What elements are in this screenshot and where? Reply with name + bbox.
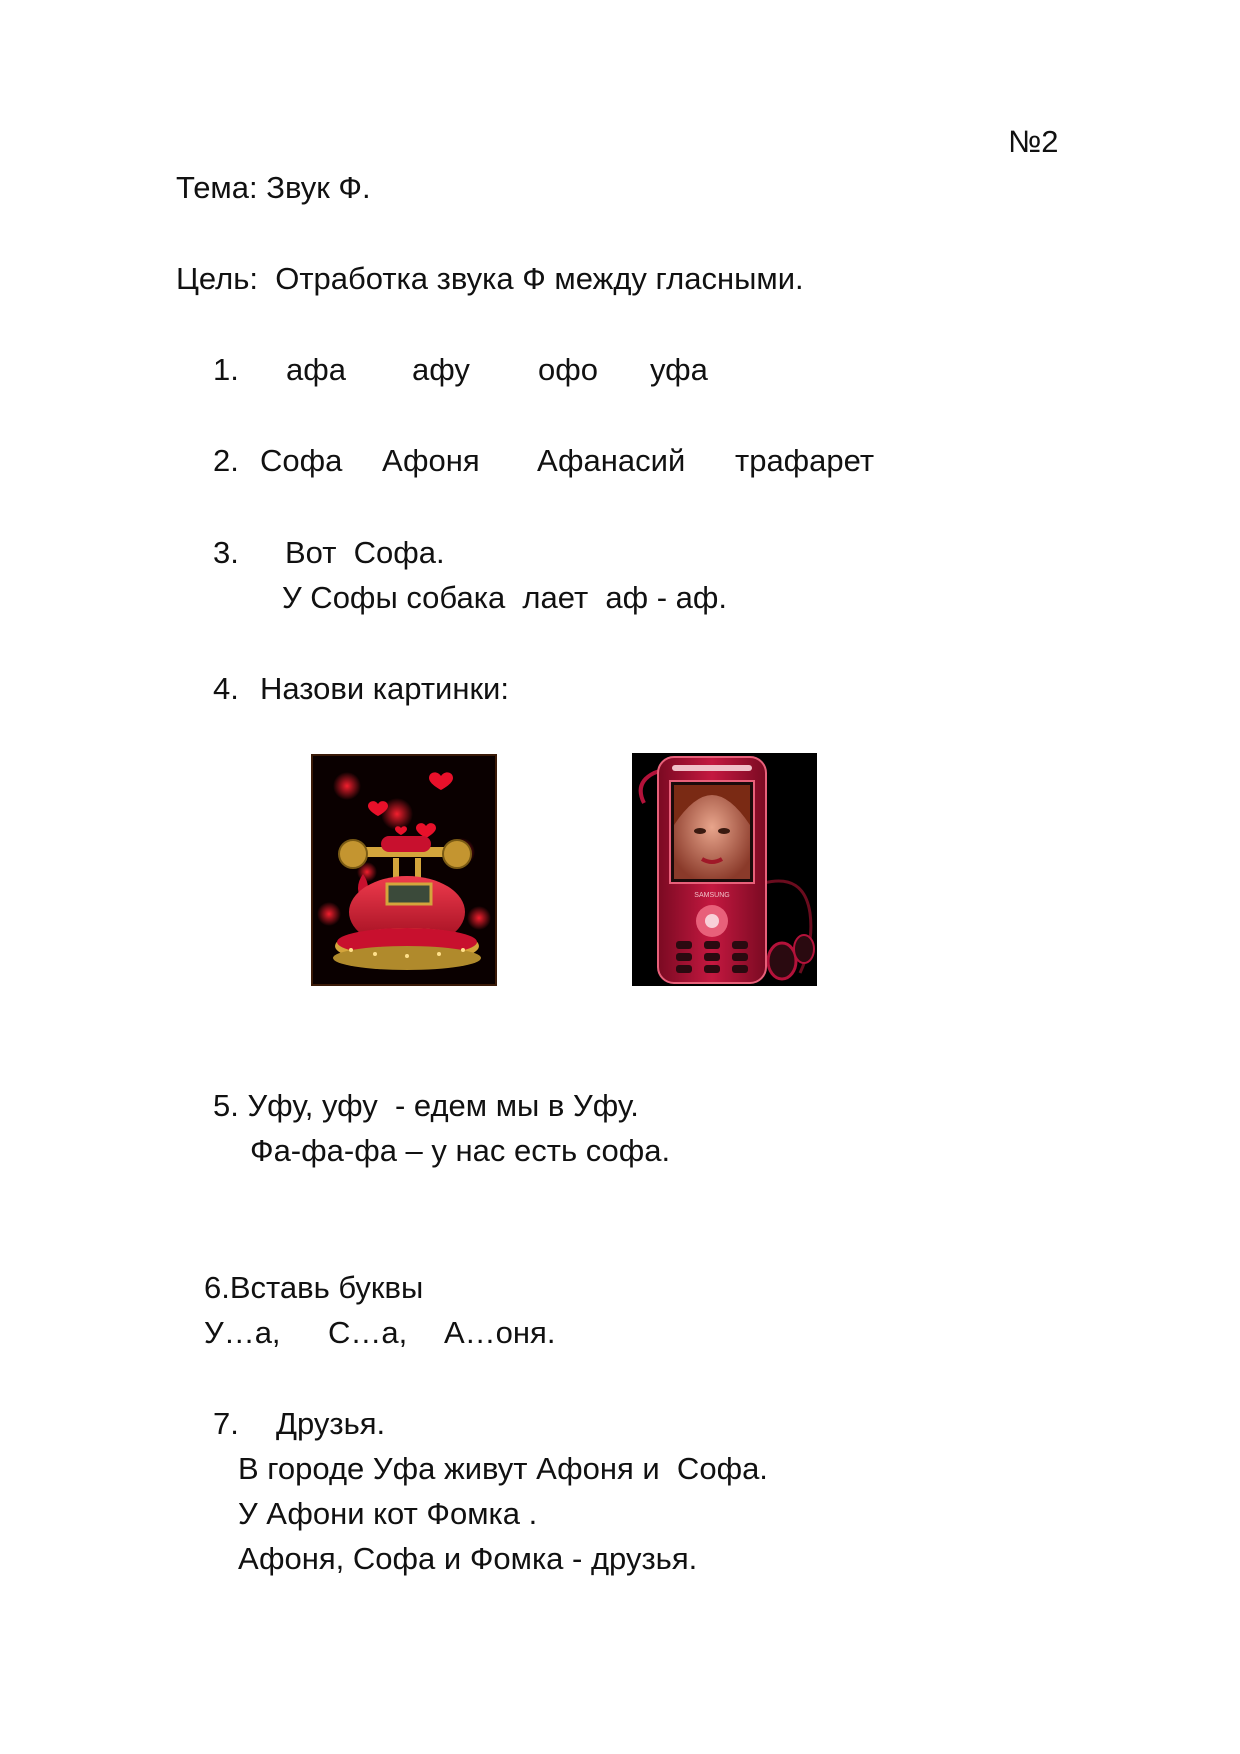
ex1-word: афа (286, 352, 346, 387)
goal-line: Цель: Отработка звука Ф между гласными. (176, 261, 804, 296)
ex7-title: Друзья. (276, 1406, 386, 1441)
ex1-word: офо (538, 352, 598, 387)
ex6-word: А…оня. (444, 1315, 556, 1350)
ex3-line-1: Вот Софа. (285, 535, 445, 570)
ex7-line: Афоня, Софа и Фомка - друзья. (238, 1541, 698, 1576)
ex3-line-2: У Софы собака лает аф - аф. (282, 580, 728, 615)
ex3-number: 3. (213, 535, 239, 570)
ex1-word: уфа (650, 352, 708, 387)
ex4-number: 4. (213, 671, 239, 706)
ex2-number: 2. (213, 443, 239, 478)
ex6-word: У…а, (204, 1315, 281, 1350)
ex7-line: У Афони кот Фомка . (238, 1496, 538, 1531)
page-number: №2 (1008, 124, 1059, 159)
ex5-line-1: 5. Уфу, уфу - едем мы в Уфу. (213, 1088, 639, 1123)
ex6-title: 6.Вставь буквы (204, 1270, 424, 1305)
ex2-word: трафарет (735, 443, 875, 478)
ex2-word: Афоня (382, 443, 480, 478)
mobile-phone-icon (632, 753, 817, 986)
ex7-number: 7. (213, 1406, 239, 1441)
topic-line: Тема: Звук Ф. (176, 170, 371, 205)
ex4-label: Назови картинки: (260, 671, 509, 706)
ex1-number: 1. (213, 352, 239, 387)
svg-text:SAMSUNG: SAMSUNG (694, 892, 730, 899)
ex6-word: С…а, (328, 1315, 408, 1350)
ex5-line-2: Фа-фа-фа – у нас есть софа. (250, 1133, 671, 1168)
ex1-word: афу (412, 352, 470, 387)
ex2-word: Софа (260, 443, 343, 478)
ex2-word: Афанасий (537, 443, 686, 478)
telephone-icon (311, 754, 497, 986)
ex7-line: В городе Уфа живут Афоня и Софа. (238, 1451, 768, 1486)
